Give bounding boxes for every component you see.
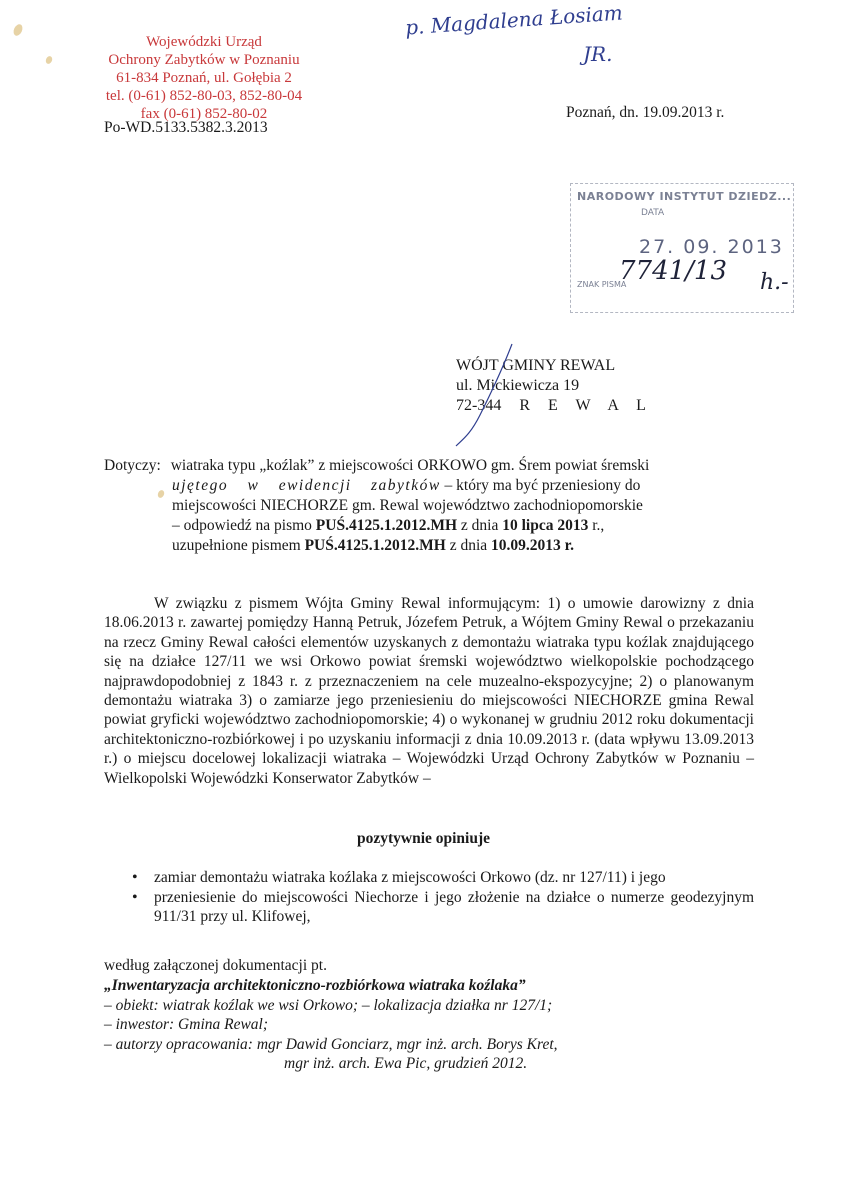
subject-line5-pre: uzupełnione pismem	[172, 537, 305, 554]
subject-line4-mid: z dnia	[457, 517, 503, 534]
sender-fax: fax (0-61) 852-80-02	[140, 106, 268, 122]
subject-label: Dotyczy:	[104, 457, 161, 474]
doc-line: – obiekt: wiatrak koźlak we wsi Orkowo; – lokalizacja działka nr 127/1;	[104, 996, 553, 1014]
subject-line5	[104, 536, 754, 556]
doc-reference	[104, 976, 754, 1074]
subject-line4-post: r.,	[588, 517, 605, 534]
subject-line4	[104, 516, 754, 536]
opinion-text: pozytywnie opiniuje	[356, 830, 491, 847]
recipient-pen-stroke	[452, 340, 532, 450]
sender-office-line1: Wojewódzki Urząd	[146, 34, 262, 50]
subject-date-2: 10.09.2013 r.	[491, 537, 574, 554]
sender-tel: tel. (0-61) 852-80-03, 852-80-04	[105, 88, 303, 104]
handwritten-note-line1: p. Magdalena Łosiam	[404, 0, 624, 40]
opinion-heading	[0, 830, 849, 848]
stamp-ref-handwritten: 7741/13	[619, 256, 728, 286]
subject-line3: miejscowości NIECHORZE gm. Rewal województwo zachodniopomorskie	[172, 497, 643, 514]
stamp-ref-label: ZNAK PISMA	[577, 280, 627, 289]
handwritten-initials: JR.	[583, 42, 613, 66]
according-to: według załączonej dokumentacji pt.	[104, 957, 327, 974]
sender-address: 61-834 Poznań, ul. Gołębia 2	[116, 70, 292, 86]
subject-block	[104, 456, 754, 556]
list-item: • zamiar demontażu wiatraka koźlaka z miejscowości Orkowo (dz. nr 127/11) i jego	[126, 868, 754, 888]
subject-date-1: 10 lipca 2013	[502, 517, 589, 534]
subject-line2	[104, 476, 754, 496]
date-line: Poznań, dn. 19.09.2013 r.	[566, 104, 725, 121]
sender-office-line2: Ochrony Zabytków w Poznaniu	[108, 52, 300, 68]
list-item: • przeniesienie do miejscowości Niechorze i jego złożenie na działce o numerze geodezyjnym 911/31 przy ul. Klifowej,	[126, 888, 754, 927]
subject-text2: – który ma być przeniesiony do	[440, 477, 641, 494]
handwritten-note	[404, 0, 623, 39]
recipient-postcode: 72-344	[456, 397, 502, 414]
recipient-street: ul. Mickiewicza 19	[456, 377, 580, 394]
subject-italic: ujętego w ewidencji zabytków	[172, 477, 441, 494]
page-smudge	[12, 23, 24, 37]
subject-line1	[104, 456, 754, 476]
stamp-dept: DATA	[641, 208, 665, 218]
recipient-city: R E W A L	[519, 397, 653, 414]
case-number: Po-WD.5133.5382.3.2013	[104, 119, 268, 136]
bullet-list	[126, 868, 754, 927]
doc-title: „Inwentaryzacja architektoniczno-rozbiórkowa wiatraka koźlaka”	[104, 977, 526, 994]
page-smudge	[45, 55, 54, 65]
body-paragraph: W związku z pismem Wójta Gminy Rewal informującym: 1) o umowie darowizny z dnia 18.06.2013 r. zawartej pomiędzy Hanną Petruk, Józefem Petruk, a Wójtem Gminy Rewal o przekazaniu na rzecz Gminy Rewal całości elementów uzyskanych z demontażu wiatraka typu koźlak znajdującego się na działce 127/11 we wsi Orkowo powiat śremski województwo wielkopolskie pochodzącego najprawdopodobniej z 1843 r. z przeznaczeniem na cele muzealno-ekspozycyjne; 2) o planowanym demontażu wiatraka 3) o zamiarze jego przeniesieniu do miejscowości NIECHORZE gmina Rewal powiat gryficki województwo zachodniopomorskie; 4) o wykonanej w grudniu 2012 roku dokumentacji architektoniczno-rozbiórkowej i po uzyskaniu informacji z dnia 10.09.2013 r. (data wpływu 13.09.2013 r.) o miejscu docelowej lokalizacji wiatraka – Wojewódzki Urząd Ochrony Zabytków w Poznaniu – Wielkopolski Wojewódzki Konserwator Zabytków –	[104, 595, 754, 787]
doc-line: mgr inż. arch. Ewa Pic, grudzień 2012.	[284, 1055, 528, 1072]
doc-line: – autorzy opracowania: mgr Dawid Gonciarz, mgr inż. arch. Borys Kret,	[104, 1035, 558, 1053]
subject-line4-pre: – odpowiedź na pismo	[172, 517, 316, 534]
stamp-institution: NARODOWY INSTYTUT DZIEDZ...	[577, 190, 792, 203]
sender-stamp	[84, 33, 324, 123]
stamp-mark: h.-	[760, 270, 789, 295]
subject-line5-mid: z dnia	[445, 537, 492, 554]
subject-ref-2: PUŚ.4125.1.2012.MH	[304, 537, 446, 554]
subject-ref-1: PUŚ.4125.1.2012.MH	[315, 517, 458, 534]
doc-line: – inwestor: Gmina Rewal;	[104, 1016, 269, 1033]
stamp-received-date: 27. 09. 2013	[639, 236, 784, 258]
recipient-name: WÓJT GMINY REWAL	[456, 357, 616, 374]
subject-text1: wiatraka typu „koźlak” z miejscowości ORKOWO gm. Śrem powiat śremski	[170, 457, 650, 474]
